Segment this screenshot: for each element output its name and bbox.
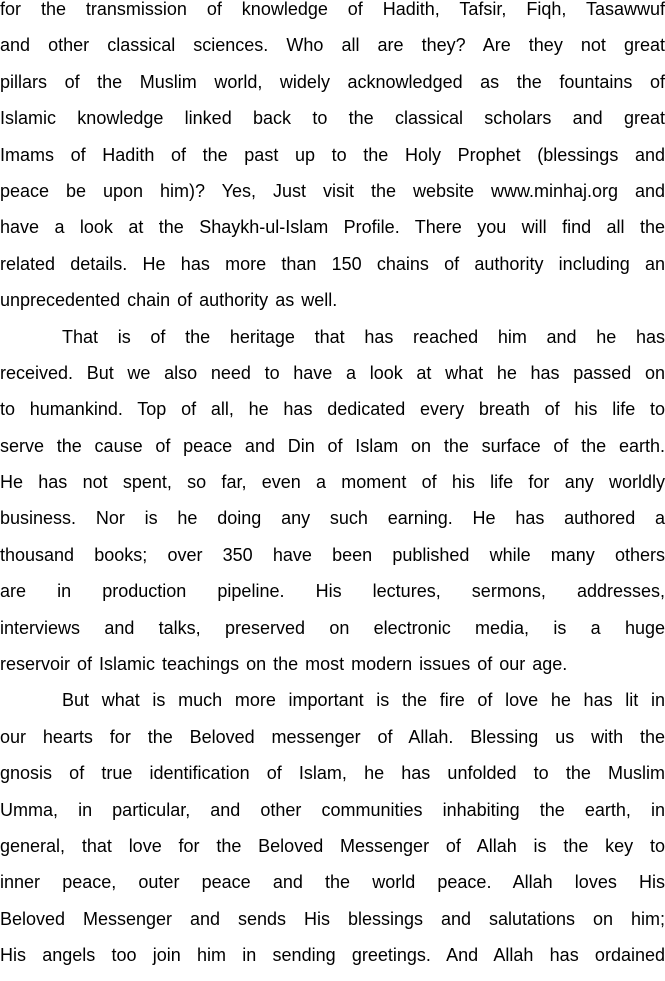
text-line: for the transmission of knowledge of Hadith, Tafsir, Fiqh, Tasawwuf (0, 0, 665, 19)
text-line: business. Nor is he doing any such earning. He has authored a (0, 508, 665, 529)
text-line: Imams of Hadith of the past up to the Holy Prophet (blessings and (0, 144, 665, 165)
text-line: related details. He has more than 150 chains of authority including an (0, 253, 665, 274)
text-line: have a look at the Shaykh-ul-Islam Profile. There you will find all the (0, 217, 665, 238)
text-line: That is of the heritage that has reached him and he has (62, 326, 665, 347)
text-line: His angels too join him in sending greetings. And Allah has ordained (0, 945, 665, 966)
text-line: our hearts for the Beloved messenger of Allah. Blessing us with the (0, 726, 665, 747)
paragraph-2 (0, 319, 665, 683)
text-line: general, that love for the Beloved Messenger of Allah is the key to (0, 835, 665, 856)
text-line: unprecedented chain of authority as well. (0, 290, 338, 311)
paragraph-1 (0, 0, 665, 319)
text-line: Umma, in particular, and other communities inhabiting the earth, in (0, 799, 665, 820)
text-line: But what is much more important is the fire of love he has lit in (62, 690, 665, 711)
text-line: to humankind. Top of all, he has dedicated every breath of his life to (0, 399, 665, 420)
text-line: interviews and talks, preserved on electronic media, is a huge (0, 617, 665, 638)
text-line: He has not spent, so far, even a moment of his life for any worldly (0, 472, 665, 493)
text-line: serve the cause of peace and Din of Islam on the surface of the earth. (0, 435, 665, 456)
text-line: reservoir of Islamic teachings on the most modern issues of our age. (0, 654, 568, 675)
text-line: and other classical sciences. Who all are they? Are they not great (0, 35, 665, 56)
text-line: thousand books; over 350 have been published while many others (0, 544, 665, 565)
text-line: inner peace, outer peace and the world peace. Allah loves His (0, 872, 665, 893)
text-line: Islamic knowledge linked back to the classical scholars and great (0, 108, 665, 129)
text-line: are in production pipeline. His lectures, sermons, addresses, (0, 581, 665, 602)
text-line: gnosis of true identification of Islam, he has unfolded to the Muslim (0, 763, 665, 784)
text-line: Beloved Messenger and sends His blessings and salutations on him; (0, 908, 665, 929)
paragraph-3 (0, 682, 665, 973)
text-line: pillars of the Muslim world, widely acknowledged as the fountains of (0, 71, 665, 92)
text-line: received. But we also need to have a look at what he has passed on (0, 362, 665, 383)
text-line: peace be upon him)? Yes, Just visit the website www.minhaj.org and (0, 180, 665, 201)
